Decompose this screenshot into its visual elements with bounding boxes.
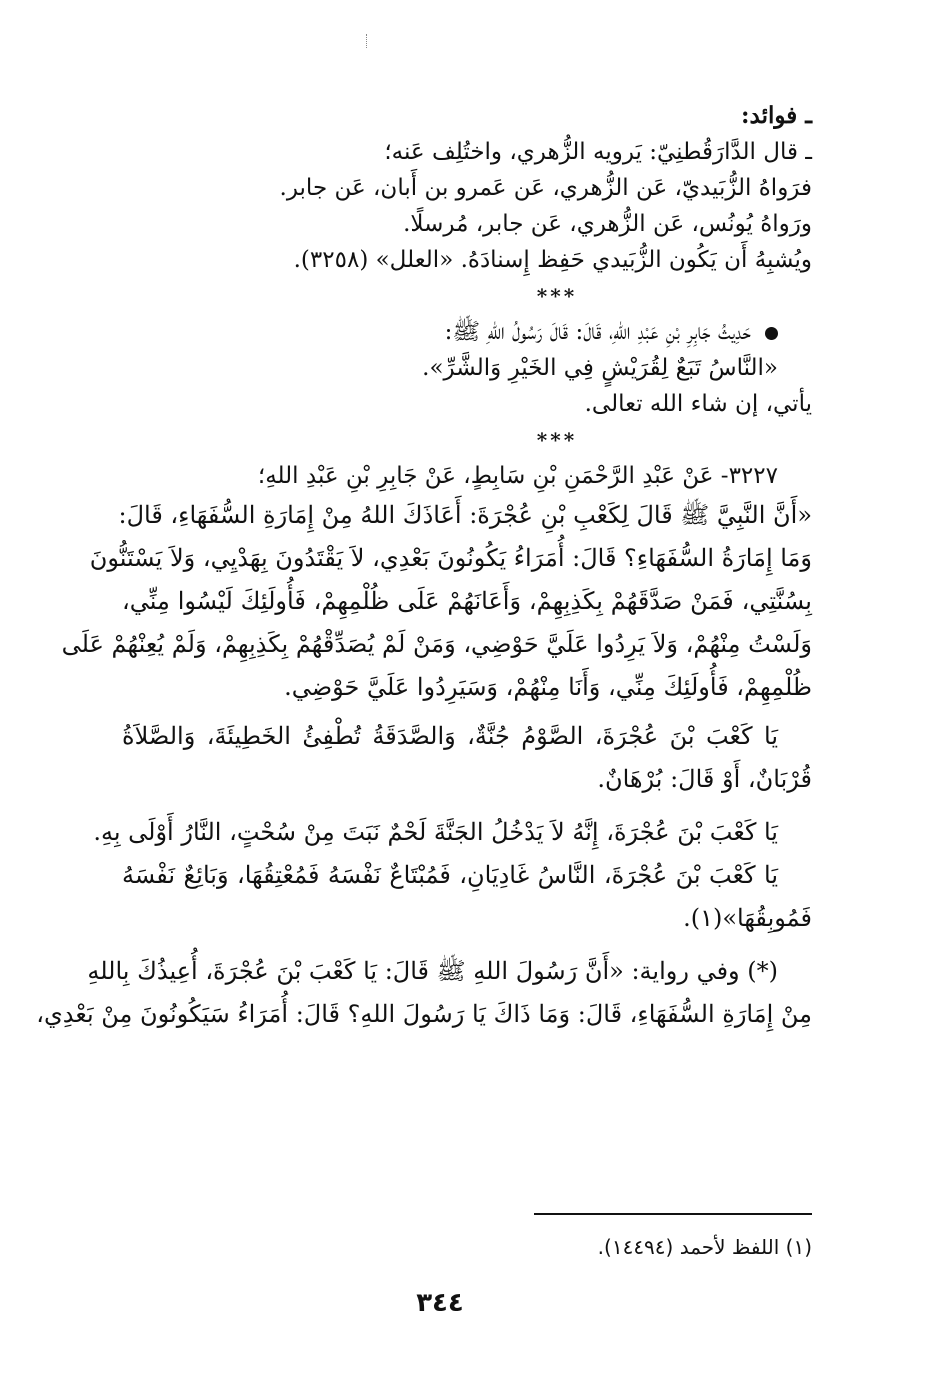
footnote: (١) اللفظ لأحمد (١٤٤٩٤). <box>597 1235 812 1259</box>
separator-stars: *** <box>536 284 578 308</box>
benefit-line: ويُشبِهُ أَن يَكُون الزُّبَيدي حَفِظ إِسنادَهُ. «العلل» (٣٢٥٨). <box>293 247 812 273</box>
separator-stars: *** <box>536 428 578 452</box>
bullet-icon <box>765 327 778 340</box>
hadith-intro <box>122 314 812 350</box>
hadith-matn-line: وَمَا إِمَارَةُ السُّفَهَاءِ؟ قَالَ: أُمَرَاءُ يَكُونُونَ بَعْدِي، لاَ يَقْتَدُونَ بِهَدْيِي، وَلاَ يَسْتَنُّونَ <box>89 544 812 572</box>
hadith-matn-line: ظُلْمِهِمْ، فَأُولَئِكَ مِنِّي، وَأَنَا مِنْهُمْ، وَسَيَرِدُوا عَلَيَّ حَوْضِي. <box>284 673 812 701</box>
hadith-para-line: يَا كَعْبَ بْنَ عُجْرَةَ، إِنَّهُ لاَ يَدْخُلُ الجَنَّةَ لَحْمٌ نَبَتَ مِنْ سُحْتٍ، النَّارُ أَوْلَى بِهِ. <box>93 818 778 846</box>
benefit-line: ـ قال الدَّارَقُطنِيّ: يَرويه الزُّهري، واختُلِف عَنه؛ <box>384 139 812 165</box>
benefit-line: فرَواهُ الزُّبَيديّ، عَن الزُّهري، عَن عَمرو بن أَبان، عَن جابر. <box>279 175 812 201</box>
main-text <box>36 98 812 1036</box>
hadith-matn-line: وَلَسْتُ مِنْهُمْ، وَلاَ يَرِدُوا عَلَيَّ حَوْضِي، وَمَنْ لَمْ يُصَدِّقْهُمْ بِكَذِبِهِمْ، وَلَمْ يُعِنْهُمْ عَلَى <box>61 630 812 658</box>
footnote-divider <box>534 1213 812 1215</box>
hadith-para-line: يَا كَعْبَ بْنَ عُجْرَةَ، الصَّوْمُ جُنَّةٌ، وَالصَّدَقَةُ تُطْفِئُ الخَطِيئَةَ، وَالصَّلاَةُ <box>122 722 779 750</box>
hadith-matn-line: «أَنَّ النَّبِيَّ ﷺ قَالَ لِكَعْبِ بْنِ عُجْرَةَ: أَعَاذَكَ اللهُ مِنْ إِمَارَةِ السُّفَهَاءِ، قَالَ: <box>118 501 812 529</box>
page-number: ٣٤٤ <box>416 1288 464 1318</box>
yati-note: يأتي، إن شاء الله تعالى. <box>584 391 812 417</box>
hadith-para-line: قُرْبَانٌ، أَوْ قَالَ: بُرْهَانٌ. <box>597 765 812 793</box>
hadith-para-line: فَمُوبِقُهَا»(١). <box>683 904 812 932</box>
hadith-matn-line: بِسُنَّتِي، فَمَنْ صَدَّقَهُمْ بِكَذِبِهِمْ، وَأَعَانَهُمْ عَلَى ظُلْمِهِمْ، فَأُولَئِكَ لَيْسُوا مِنِّي، <box>122 587 812 615</box>
hadith-para-line: يَا كَعْبَ بْنَ عُجْرَةَ، النَّاسُ غَادِيَانِ، فَمُبْتَاعٌ نَفْسَهُ فَمُعْتِقُهَا، وَبَائِعٌ نَفْسَهُ <box>122 861 778 889</box>
scan-mark <box>366 34 369 48</box>
benefit-line: ورَواهُ يُونُس، عَن الزُّهري، عَن جابر، مُرسلًا. <box>403 211 812 237</box>
hadith-intro-text: حَدِيثُ جَابِرِ بْنِ عَبْدِ اللهِ، قَالَ: قَالَ رَسُولُ اللهِ ﷺ: <box>444 319 751 345</box>
hadith-isnad: ٣٢٢٧- عَنْ عَبْدِ الرَّحْمَنِ بْنِ سَابِطٍ، عَنْ جَابِرِ بْنِ عَبْدِ اللهِ؛ <box>257 463 778 489</box>
riwaya-line: (*) وفي رواية: «أَنَّ رَسُولَ اللهِ ﷺ قَالَ: يَا كَعْبَ بْنَ عُجْرَةَ، أُعِيذُكَ بِاللهِ <box>87 957 778 985</box>
riwaya-line: مِنْ إِمَارَةِ السُّفَهَاءِ، قَالَ: وَمَا ذَاكَ يَا رَسُولَ اللهِ؟ قَالَ: أُمَرَاءُ سَيَكُونُونَ مِنْ بَعْدِي، <box>36 1000 812 1028</box>
section-heading: ـ فوائد: <box>741 102 812 129</box>
hadith-intro-quote: «النَّاسُ تَبَعٌ لِقُرَيْشٍ فِي الخَيْرِ وَالشَّرِّ». <box>422 355 778 381</box>
